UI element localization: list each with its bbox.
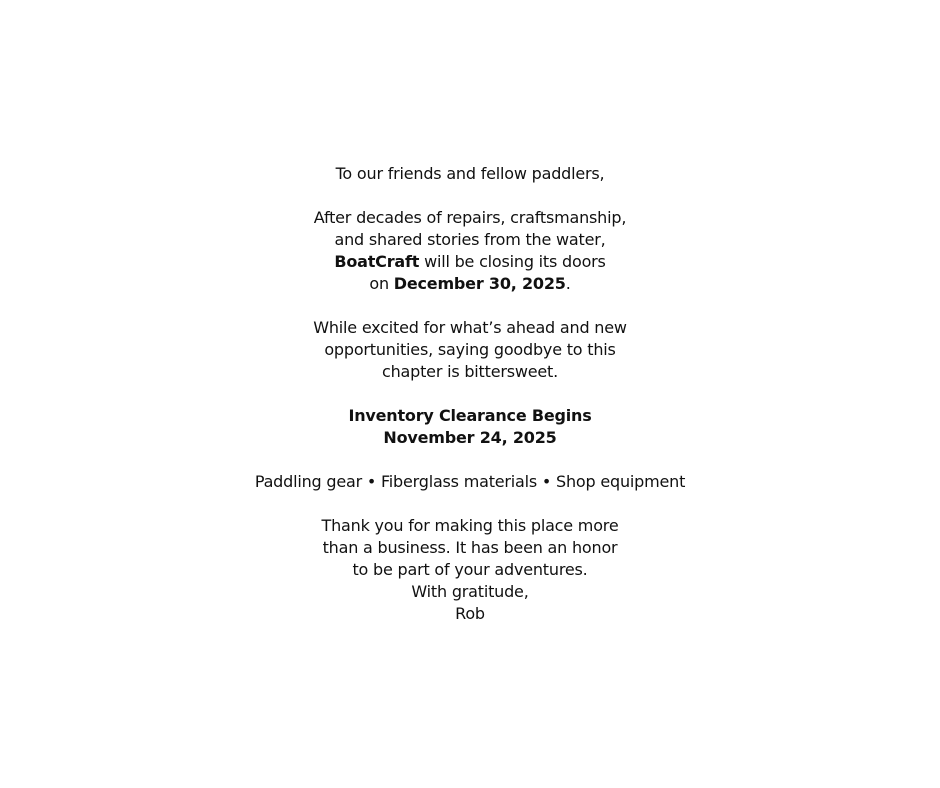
- paragraph-line: After decades of repairs, craftsmanship,: [313, 208, 627, 227]
- spacer: [0, 449, 940, 471]
- announcement-paragraph: [0, 207, 940, 295]
- spacer: [0, 493, 940, 515]
- paragraph-text: on: [369, 274, 394, 293]
- sentiment-paragraph: [0, 317, 940, 383]
- paragraph-line: While excited for what’s ahead and new: [313, 318, 627, 337]
- business-name: BoatCraft: [334, 252, 420, 271]
- paragraph-line: than a business. It has been an honor: [322, 538, 618, 557]
- paragraph-line: and shared stories from the water,: [334, 230, 606, 249]
- paragraph-line: [0, 251, 940, 273]
- spacer: [0, 185, 940, 207]
- paragraph-line: chapter is bittersweet.: [382, 362, 558, 381]
- clearance-date: November 24, 2025: [383, 428, 557, 447]
- signoff: With gratitude,: [411, 582, 529, 601]
- paragraph-text: will be closing its doors: [419, 252, 606, 271]
- signature: Rob: [455, 604, 485, 623]
- clearance-notice: [0, 405, 940, 449]
- closing-announcement-letter: [0, 163, 940, 625]
- salutation: To our friends and fellow paddlers,: [335, 164, 605, 183]
- spacer: [0, 383, 940, 405]
- clearance-items: Paddling gear • Fiberglass materials • Shop equipment: [254, 472, 686, 491]
- clearance-title: Inventory Clearance Begins: [348, 406, 592, 425]
- thanks-paragraph: [0, 515, 940, 581]
- paragraph-line: [0, 273, 940, 295]
- closing-date: December 30, 2025: [393, 274, 566, 293]
- paragraph-line: opportunities, saying goodbye to this: [324, 340, 616, 359]
- paragraph-line: Thank you for making this place more: [321, 516, 619, 535]
- paragraph-line: to be part of your adventures.: [352, 560, 588, 579]
- spacer: [0, 295, 940, 317]
- paragraph-text: .: [565, 274, 571, 293]
